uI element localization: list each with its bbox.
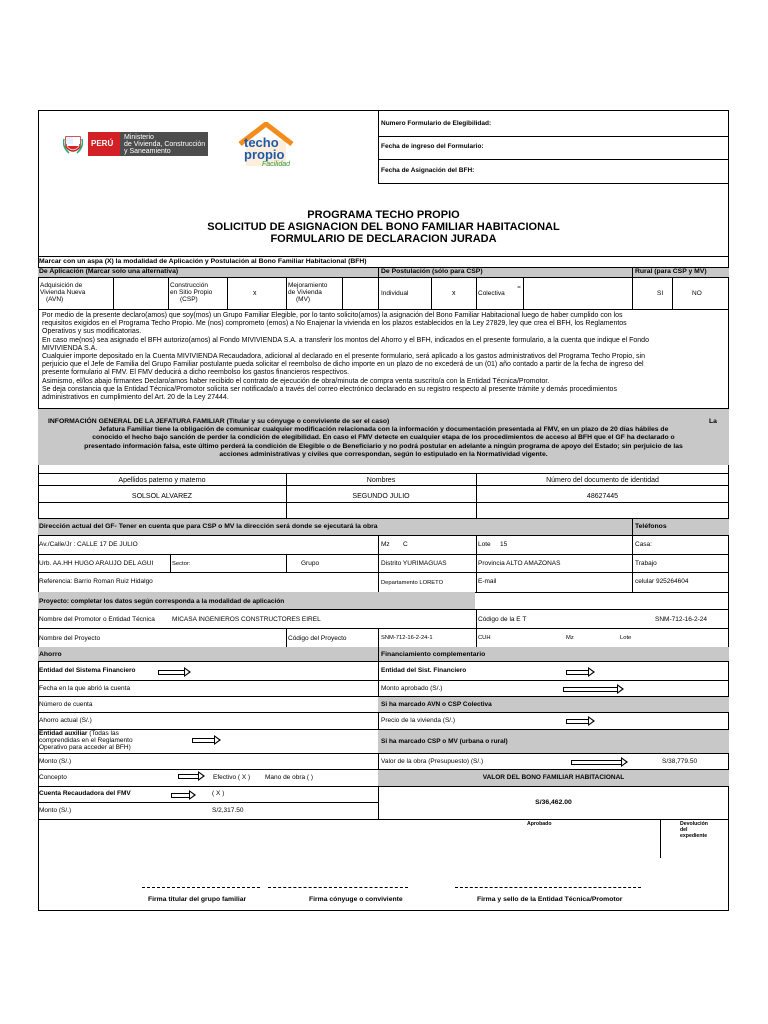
phones-header: Teléfonos	[635, 523, 667, 530]
aux-entity-arrow-icon	[192, 738, 214, 743]
surnames-value[interactable]: SOLSOL ALVAREZ	[131, 493, 193, 500]
declaration-line: Operativos y sus modificatorias.	[42, 328, 142, 336]
col-line	[378, 628, 379, 647]
line	[38, 696, 378, 697]
col-surnames: Apellidos paterno y materno	[118, 477, 206, 484]
line	[38, 753, 378, 754]
lote-label: Lote	[478, 541, 491, 548]
ministry-line-3: y Saneamiento	[124, 148, 171, 155]
financing-header: Financiamiento complementario	[381, 651, 486, 658]
fmv-account-label: Cuenta Recaudadora del FMV	[39, 790, 131, 797]
application-header: De Aplicación (Marcar solo una alternativa)	[39, 268, 179, 275]
general-info-text-4: acciones administrativas y civiles que correspondan, según lo estipulado en la Normatividad vigente.	[219, 451, 548, 458]
title-line-2: SOLICITUD DE ASIGNACION DEL BONO FAMILIAR HABITACIONAL	[207, 221, 560, 233]
col-names: Nombres	[366, 477, 396, 484]
rural-si-label: SI	[657, 290, 664, 297]
title-line-3: FORMULARIO DE DECLARACION JURADA	[270, 233, 497, 245]
individual-label: Individual	[381, 290, 409, 297]
approved-label: Aprobado	[527, 821, 552, 827]
signature-line-et	[455, 887, 641, 888]
techo-logo-line-2: propio	[244, 147, 285, 162]
street-value[interactable]: Av./Calle/Jr : CALLE 17 DE JULIO	[39, 541, 138, 548]
line	[38, 277, 729, 278]
line	[378, 786, 729, 787]
sist-entity-label: Entidad del Sist. Financiero	[381, 667, 467, 674]
header-row-line	[378, 136, 729, 137]
techo-logo-line-1: techo	[244, 135, 279, 150]
avn-label-1: Adquisición de	[40, 282, 83, 289]
ministry-line-2: de Vivienda, Construcción	[124, 141, 206, 148]
cell-value[interactable]: celular 925264604	[635, 578, 689, 585]
declaration-line: MIVIVIENDA S.A.	[42, 344, 98, 352]
urb-value[interactable]: Urb. AA.HH HUGO ARAUJO DEL AGUI	[39, 560, 154, 567]
signature-head-label: Firma titular del grupo familiar	[148, 896, 247, 903]
aux-entity-line-3: Operativo para acceder al BFH)	[39, 744, 131, 751]
col-line	[342, 277, 343, 309]
peru-logo-text: PERÚ	[91, 139, 114, 148]
form-number-label: Numero Formulario de Elegibilidad:	[381, 120, 492, 127]
project-mz-label: Mz	[566, 635, 574, 641]
declaration-line: administrativos en cumplimiento del Art. 20 de la Ley 27444.	[42, 394, 229, 402]
promoter-value[interactable]: MICASA INGENIEROS CONSTRUCTORES EIREL	[172, 616, 321, 623]
header-divider	[378, 110, 379, 184]
cuh-label: CUH	[478, 635, 491, 641]
line	[38, 786, 378, 787]
collective-small-mark: x	[516, 285, 523, 289]
line	[378, 753, 729, 754]
col-line	[227, 277, 228, 309]
csp-checkbox[interactable]: x	[253, 290, 257, 297]
line	[38, 554, 729, 555]
general-info-la: La	[709, 418, 717, 425]
declaration-line: presente formulario al FMV. El FMV deducirá a dicho reembolso los gastos financieros respectivos.	[42, 369, 350, 377]
col-line	[476, 535, 477, 592]
mv-label-3: (MV)	[296, 296, 311, 303]
header-row-line	[378, 159, 729, 160]
line	[378, 819, 729, 820]
house-phone-label: Casa:	[635, 541, 652, 548]
ministry-line-1: Ministerio	[124, 134, 154, 141]
col-line	[170, 554, 171, 572]
labor-option[interactable]: Mano de obra ( )	[265, 774, 314, 781]
reference-value[interactable]: Referencia: Barrio Roman Ruiz Hidalgo	[39, 578, 153, 585]
lote-value[interactable]: 15	[500, 541, 508, 548]
return-label-2: del	[680, 827, 688, 833]
line	[38, 309, 729, 310]
house-price-label: Precio de la vivienda (S/.)	[381, 717, 456, 724]
project-header: Proyecto: completar los datos según corresponda a la modalidad de aplicación	[39, 598, 285, 605]
modality-instruction: Marcar con un aspa (X) la modalidad de Aplicación y Postulación al Bono Familiar Habitacional (BFH)	[39, 258, 367, 265]
col-line	[632, 518, 633, 535]
line	[38, 518, 729, 519]
col-line	[113, 277, 114, 309]
peru-coat-of-arms-icon	[63, 133, 83, 157]
csp-label-2: en Sitio Propio	[170, 289, 213, 296]
line	[38, 628, 729, 629]
fin-entity-arrow-icon	[158, 670, 184, 675]
postulation-header: De Postulación (sólo para CSP)	[381, 268, 483, 275]
email-label: E-mail	[478, 578, 497, 585]
return-label-3: expediente	[680, 833, 708, 839]
names-value[interactable]: SEGUNDO JULIO	[352, 493, 410, 500]
col-line	[286, 554, 287, 572]
col-line	[286, 277, 287, 309]
bfh-value-header: VALOR DEL BONO FAMILIAR HABITACIONAL	[482, 774, 625, 781]
line	[38, 485, 729, 486]
open-date-label: Fecha en la que abrió la cuenta	[39, 685, 131, 692]
approved-amount-label: Monto aprobado (S/.)	[381, 685, 443, 692]
amount-label: Monto (S/.)	[39, 758, 72, 765]
line	[38, 819, 378, 820]
approved-amount-arrow-icon	[563, 687, 617, 692]
group-label: Grupo	[301, 560, 320, 567]
project-code-label: Código del Proyecto	[288, 635, 347, 642]
department-value[interactable]: Departamento LORETO	[381, 580, 444, 586]
col-doc: Número del documento de identidad	[546, 477, 659, 484]
collective-label: Colectiva	[478, 290, 505, 297]
province-value[interactable]: Provincia ALTO AMAZONAS	[478, 560, 561, 567]
mv-label-1: Mejoramiento	[288, 282, 328, 289]
title-line-1: PROGRAMA TECHO PROPIO	[307, 209, 460, 221]
csp-label-3: (CSP)	[180, 296, 198, 303]
work-value-label: Valor de la obra (Presupuesto) (S/.)	[381, 758, 484, 765]
col-line	[476, 609, 477, 647]
col-line	[378, 535, 379, 592]
modality-top-line	[38, 256, 729, 257]
concept-label: Concepto	[39, 774, 67, 781]
aux-entity-rest: (Todas las	[87, 730, 119, 737]
line	[38, 502, 729, 503]
general-info-text-1: Jefatura Familiar tiene la obligación de comunicar cualquier modificación relacionada con la información y documentación presentada al FMV, en un plazo de 20 días hábiles de	[98, 426, 669, 433]
col-line	[632, 535, 633, 592]
assignment-date-label: Fecha de Asignación del BFH:	[381, 167, 475, 174]
declaration-line: Asimismo, el/los abajo firmantes Declaro/amos haber recibido el contrato de ejecución de obra/minuta de compra venta suscrito/a con la Entidad Técnica/Promotor.	[42, 377, 550, 385]
declaration-line: Cualquier importe depositado en la Cuenta MIVIVIENDA Recaudadora, adicional al declarado en el presente formulario, será aplicado a los gastos administrativos del Programa Techo Propio, sin	[42, 353, 645, 361]
col-line	[476, 277, 477, 309]
line	[378, 712, 729, 713]
individual-checkbox[interactable]: x	[452, 290, 456, 297]
col-line	[168, 277, 169, 309]
et-code-value[interactable]: SNM-712-16-2-24	[655, 616, 708, 623]
line	[38, 661, 729, 662]
signature-line-spouse	[268, 887, 408, 888]
rural-no-label: NO	[692, 290, 702, 297]
line	[38, 408, 729, 409]
line	[38, 802, 378, 803]
aux-entity-line-2: comprendidas en el Reglamento	[39, 737, 133, 744]
col-line	[672, 277, 673, 309]
line	[378, 680, 729, 681]
general-info-text-3: presentado información falsa, este último perderá la condición de Elegible o de Beneficiario y no podrá postular en adelante a ningún programa de apoyo del Estado; sin perjuicio de las	[84, 443, 683, 450]
et-code-label: Código de la E T	[478, 616, 527, 623]
declaration-line: perjuicio que el Jefe de Familia del Grupo Familiar postulante pueda solicitar el reembolso de dicho importe en un plazo de no excederá de un (01) año contado a partir de la fecha de ingreso del	[42, 361, 644, 369]
col-line	[523, 277, 524, 309]
csp-mv-label: Si ha marcado CSP o MV (urbana o rural)	[381, 738, 508, 745]
techo-logo-line-3: Facilidad	[262, 161, 291, 168]
house-price-arrow-icon	[566, 719, 588, 724]
col-line	[431, 277, 432, 309]
declaration-text	[42, 312, 727, 402]
sector-label: Sector:	[172, 561, 191, 567]
project-code-value[interactable]: SNM-712-16-2-24-1	[381, 635, 433, 641]
rural-header: Rural (para CSP y MV)	[635, 268, 707, 275]
line	[38, 473, 729, 474]
col-line	[378, 267, 379, 309]
csp-label-1: Construcción	[170, 282, 208, 289]
account-number-label: Número de cuenta	[39, 701, 93, 708]
col-line	[632, 267, 633, 309]
address-header: Dirección actual del GF- Tener en cuenta que para CSP o MV la dirección será donde se ejecutará la obra	[39, 523, 378, 530]
avn-label-3: (AVN)	[46, 296, 64, 303]
declaration-line: Por medio de la presente declaro(amos) que soy(mos) un Grupo Familiar Elegible, por lo tanto solicito(amos) la asignación del Bono Familiar Habitacional luego de haber cumplido con los	[42, 312, 623, 319]
general-info-title: INFORMACIÓN GENERAL DE LA JEFATURA FAMILIAR (Titular y su cónyuge o conviviente de ser el caso)	[48, 418, 390, 425]
savings-header: Ahorro	[39, 651, 62, 658]
aux-entity-bold: Entidad auxiliar	[39, 730, 88, 737]
line	[38, 680, 378, 681]
intake-date-label: Fecha de ingreso del Formulario:	[381, 143, 484, 150]
avn-csp-collective-label: Si ha marcado AVN o CSP Colectiva	[381, 701, 492, 708]
concept-arrow-icon	[178, 774, 198, 779]
sist-entity-arrow-icon	[566, 670, 588, 675]
signature-et-label: Firma y sello de la Entidad Técnica/Promotor	[477, 896, 623, 903]
promoter-label: Nombre del Promotor o Entidad Técnica	[39, 616, 155, 623]
current-savings-label: Ahorro actual (S/.)	[39, 717, 92, 724]
declaration-line: Se deja constancia que la Entidad Técnica/Promotor solicita ser notificada/o a través del correo electrónico declarado en su registro respecto al presente trámite y demás procedimientos	[42, 385, 617, 393]
line	[38, 609, 729, 610]
general-info-text-2: conocido el hecho bajo sanción de perder la condición de elegibilidad. En caso el FMV detecte en cualquier etapa de los procedimientos de acceso al BFH que el GF ha declarado o	[92, 434, 675, 441]
project-lote-label: Lote	[620, 635, 632, 641]
work-phone-label: Trabajo	[635, 560, 657, 567]
col-line	[286, 628, 287, 647]
signature-spouse-label: Firma cónyuge o conviviente	[309, 896, 403, 903]
project-name-label: Nombre del Proyecto	[39, 635, 101, 642]
amount2-label: Monto (S/.)	[39, 807, 72, 814]
bfh-value[interactable]: S/36,462.00	[535, 799, 572, 806]
mz-value[interactable]: C	[403, 541, 408, 548]
work-value-arrow-icon	[571, 760, 621, 765]
work-value-amount[interactable]: S/38,779.50	[662, 758, 698, 765]
declaration-line: requisitos exigidos en el Programa Techo Propio. Me (nos) comprometo (emos) a No Enajenar la vivienda en los plazos establecidos en la Ley 27829, ley que crea el BFH, los Reglamentos	[42, 320, 627, 328]
fmv-account-mark[interactable]: ( X )	[212, 790, 225, 797]
line	[38, 535, 729, 536]
signature-line-head	[142, 887, 260, 888]
avn-label-2: Vivienda Nueva	[40, 289, 86, 296]
amount2-value[interactable]: S/2,317.50	[212, 807, 244, 814]
col-line	[660, 819, 661, 858]
cash-option[interactable]: Efectivo ( X )	[213, 774, 251, 781]
line	[38, 572, 729, 573]
mv-label-2: de Vivienda	[288, 289, 322, 296]
fin-entity-label: Entidad del Sistema Financiero	[39, 667, 136, 674]
district-value[interactable]: Distrito YURIMAGUAS	[381, 560, 447, 567]
header-bottom-line	[378, 183, 729, 184]
doc-value[interactable]: 48627445	[586, 493, 619, 500]
line	[38, 712, 378, 713]
return-label-1: Devolución	[680, 821, 708, 827]
fmv-account-arrow-icon	[171, 793, 189, 798]
declaration-line: En caso me(nos) sea asignado el BFH autorizo(amos) al Fondo MIVIVIENDA S.A. a transferir los montos del Ahorro y el BFH, indicados en el presente formulario, a la cuenta que indique el Fondo	[42, 336, 649, 344]
line	[38, 769, 378, 770]
mz-label: Mz	[381, 541, 390, 548]
